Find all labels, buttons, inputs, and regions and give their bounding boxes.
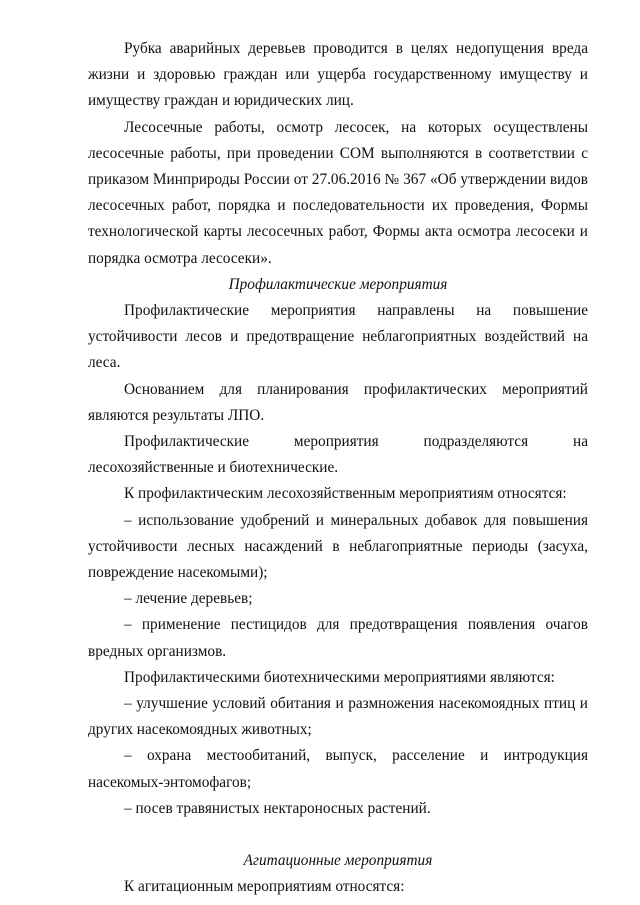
- paragraph-prevention-purpose: Профилактические мероприятия направлены на повышение устойчивости лесов и предотвращение неблагоприятных воздействий на леса.: [88, 302, 588, 372]
- list-item-fertilizers: – использование удобрений и минеральных добавок для повышения устойчивости лесных насаждений в неблагоприятные периоды (засуха, повреждение насекомыми);: [88, 511, 588, 582]
- blank-line: [88, 822, 588, 848]
- list-item-nectar-plants: – посев травянистых нектароносных растений.: [124, 799, 431, 817]
- paragraph-forestry-measures-intro: К профилактическим лесохозяйственным мероприятиям относятся:: [124, 485, 567, 503]
- list-item-birds-habitat: – улучшение условий обитания и размножения насекомоядных птиц и других насекомоядных животных;: [88, 695, 588, 739]
- section-heading-prevention: Профилактические мероприятия: [228, 275, 448, 293]
- document-page: [88, 36, 588, 901]
- paragraph-agitation-intro: К агитационным мероприятиям относятся:: [124, 878, 405, 896]
- list-item-entomophages: – охрана местообитаний, выпуск, расселение и интродукция насекомых-энтомофагов;: [88, 747, 588, 791]
- list-item-tree-treatment: – лечение деревьев;: [124, 590, 253, 608]
- list-item-pesticides: – применение пестицидов для предотвращения появления очагов вредных организмов.: [88, 616, 588, 660]
- paragraph-biotech-measures-intro: Профилактическими биотехническими мероприятиями являются:: [124, 668, 555, 686]
- paragraph-emergency-felling: Рубка аварийных деревьев проводится в целях недопущения вреда жизни и здоровью граждан или ущерба государственному имуществу и имуществу граждан и юридических лиц.: [88, 40, 588, 110]
- paragraph-logging-works: Лесосечные работы, осмотр лесосек, на которых осуществлены лесосечные работы, при проведении СОМ выполняются в соответствии с приказом Минприроды России от 27.06.2016 № 367 «Об утверждении видов лесосечных работ, порядка и последовательности их проведения, Формы технологической карты лесосечных работ, Формы акта осмотра лесосеки и порядка осмотра лесосеки».: [88, 118, 588, 267]
- section-heading-agitation: Агитационные мероприятия: [243, 852, 433, 870]
- paragraph-prevention-types: Профилактические мероприятия подразделяются на лесохозяйственные и биотехнические.: [88, 433, 588, 477]
- paragraph-prevention-basis: Основанием для планирования профилактических мероприятий являются результаты ЛПО.: [88, 380, 588, 424]
